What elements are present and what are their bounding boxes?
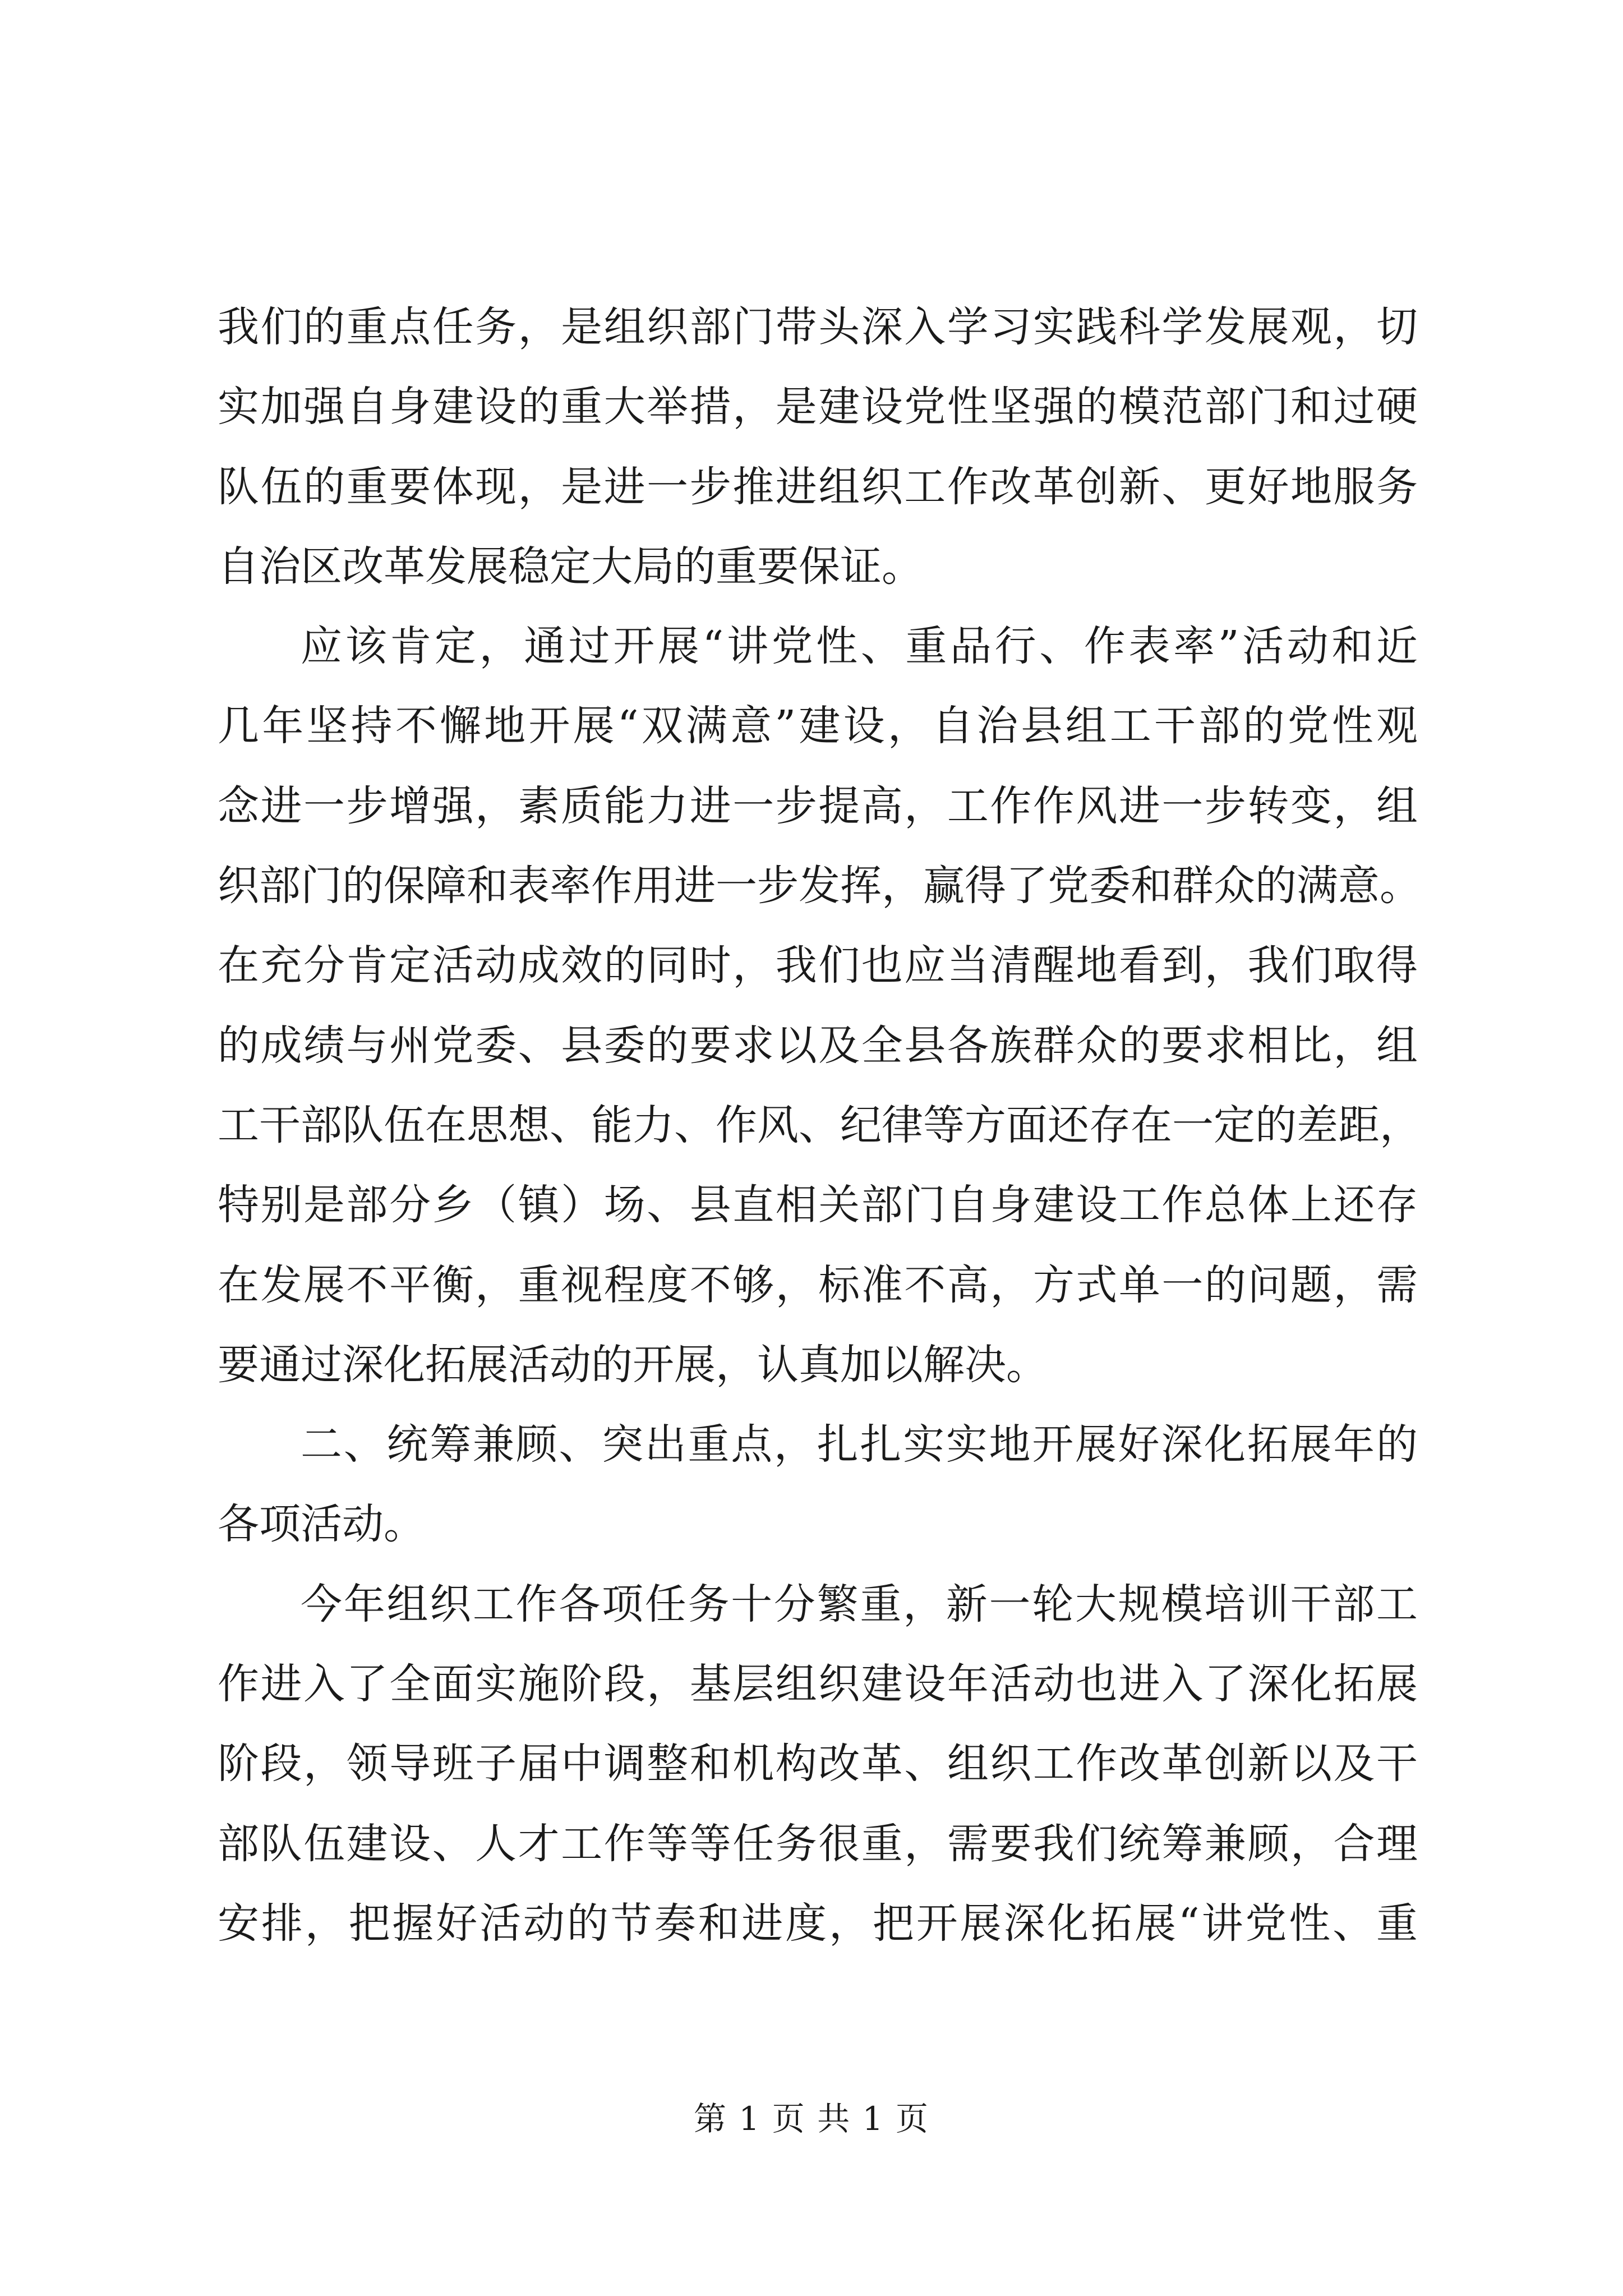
text-line: 今年组织工作各项任务十分繁重，新一轮大规模培训干部工 — [301, 1580, 1418, 1628]
text-line: 特别是部分乡（镇）场、县直相关部门自身建设工作总体上还存 — [218, 1181, 1418, 1230]
text-line: 作进入了全面实施阶段，基层组织建设年活动也进入了深化拓展 — [218, 1660, 1418, 1709]
text-line: 的成绩与州党委、县委的要求以及全县各族群众的要求相比，组 — [218, 1021, 1418, 1070]
text-line: 自治区改革发展稳定大局的重要保证。 — [218, 542, 923, 591]
section-heading-line: 二、统筹兼顾、突出重点，扎扎实实地开展好深化拓展年的 — [301, 1420, 1418, 1469]
text-line: 念进一步增强，素质能力进一步提高，工作作风进一步转变，组 — [218, 781, 1418, 830]
text-line: 在充分肯定活动成效的同时，我们也应当清醒地看到，我们取得 — [218, 941, 1418, 990]
text-line: 在发展不平衡，重视程度不够，标准不高，方式单一的问题，需 — [218, 1260, 1418, 1309]
text-line: 应该肯定，通过开展“讲党性、重品行、作表率”活动和近 — [301, 622, 1418, 671]
text-line: 要通过深化拓展活动的开展，认真加以解决。 — [218, 1340, 1048, 1389]
text-line: 安排，把握好活动的节奏和进度，把开展深化拓展“讲党性、重 — [218, 1899, 1418, 1948]
text-line: 织部门的保障和表率作用进一步发挥，赢得了党委和群众的满意。 — [218, 862, 1421, 910]
text-line: 阶段，领导班子届中调整和机构改革、组织工作改革创新以及干 — [218, 1740, 1418, 1788]
text-line: 队伍的重要体现，是进一步推进组织工作改革创新、更好地服务 — [218, 462, 1418, 511]
text-line: 我们的重点任务，是组织部门带头深入学习实践科学发展观，切 — [218, 303, 1418, 351]
text-line: 工干部队伍在思想、能力、作风、纪律等方面还存在一定的差距， — [218, 1101, 1421, 1149]
text-line: 部队伍建设、人才工作等等任务很重，需要我们统筹兼顾，合理 — [218, 1819, 1418, 1868]
text-line: 几年坚持不懈地开展“双满意”建设，自治县组工干部的党性观 — [218, 702, 1418, 751]
section-heading-line: 各项活动。 — [218, 1500, 425, 1549]
text-line: 实加强自身建设的重大举措，是建设党性坚强的模范部门和过硬 — [218, 383, 1418, 431]
document-body — [218, 287, 1421, 1963]
page-footer: 第 1 页 共 1 页 — [694, 2100, 929, 2138]
